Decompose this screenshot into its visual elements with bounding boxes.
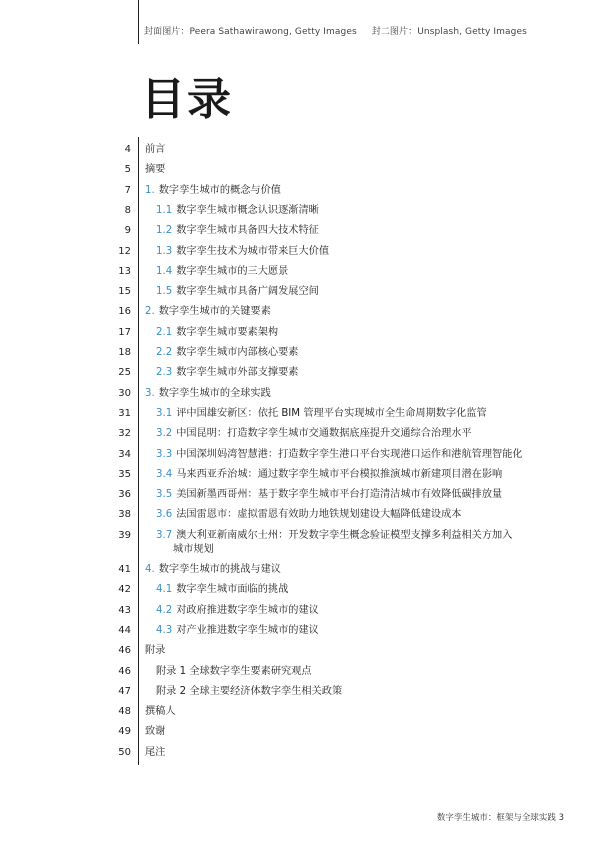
toc-entry-title [156, 427, 472, 441]
toc-entry-title [145, 563, 281, 577]
toc-entry[interactable] [0, 508, 600, 528]
toc-entry-text: 马来西亚乔治城：通过数字孪生城市平台模拟推演城市新建项目潜在影响 [176, 468, 503, 480]
toc-entry-text: 评中国雄安新区：依托 BIM 管理平台实现城市全生命周期数字化监管 [176, 407, 487, 419]
toc-entry[interactable] [0, 245, 600, 265]
toc-entry[interactable] [0, 624, 600, 644]
toc-entry-text: 附录 2 全球主要经济体数字孪生相关政策 [156, 685, 343, 697]
toc-section-index: 2. [145, 306, 155, 318]
toc-page-number: 12 [118, 245, 131, 257]
toc-section-index: 4.2 [156, 604, 173, 616]
toc-entry[interactable] [0, 705, 600, 725]
toc-entry-title [145, 644, 165, 658]
toc-entry[interactable] [0, 163, 600, 183]
toc-page-number: 4 [124, 144, 131, 155]
toc-entry-title [145, 163, 165, 177]
toc-entry[interactable] [0, 407, 600, 427]
toc-entry-text: 数字孪生城市概念认识逐渐清晰 [176, 204, 319, 216]
image-credits [144, 24, 527, 37]
toc-entry-text: 数字孪生城市的概念与价值 [158, 184, 281, 196]
toc-entry[interactable] [0, 725, 600, 745]
toc-entry-text: 数字孪生城市的全球实践 [158, 387, 271, 399]
toc-section-index: 3.3 [156, 448, 173, 460]
toc-entry[interactable] [0, 529, 600, 561]
page-footer: 数字孪生城市：框架与全球实践 3 [436, 813, 564, 823]
toc-page-number: 8 [124, 204, 131, 216]
toc-entry-text: 附录 1 全球数字孪生要素研究观点 [156, 665, 312, 677]
toc-entry-text: 数字孪生城市的三大愿景 [176, 265, 289, 277]
toc-entry-text: 撰稿人 [145, 706, 176, 718]
toc-section-index: 2.3 [156, 367, 173, 379]
toc-page-number: 5 [124, 164, 131, 176]
cover-credit: 封面图片：Peera Sathawirawong, Getty Images [144, 27, 357, 37]
toc-entry-text: 数字孪生城市的关键要素 [158, 306, 271, 318]
toc-section-index: 3.7 [156, 529, 173, 541]
toc-entry-title [156, 508, 461, 522]
toc-entry-text: 数字孪生城市具备四大技术特征 [176, 225, 319, 237]
toc-entry-text: 法国雷恩市：虚拟雷恩有效助力地铁规划建设大幅降低建设成本 [176, 509, 462, 521]
toc-entry[interactable] [0, 346, 600, 366]
toc-section-index: 3.1 [156, 407, 173, 419]
toc-entry-title [156, 204, 319, 218]
toc-section-index: 3.6 [156, 509, 173, 521]
toc-entry-text: 数字孪生城市面临的挑战 [176, 584, 289, 596]
toc-entry[interactable] [0, 583, 600, 603]
toc-entry[interactable] [0, 427, 600, 447]
toc-entry[interactable] [0, 224, 600, 244]
toc-section-index: 3.2 [156, 428, 173, 440]
toc-entry-text: 数字孪生城市要素架构 [176, 326, 279, 338]
toc-page-number: 48 [118, 706, 131, 718]
toc-section-index: 1.2 [156, 225, 173, 237]
toc-entry[interactable] [0, 488, 600, 508]
toc-entry-text: 附录 [145, 645, 166, 657]
toc-entry[interactable] [0, 644, 600, 664]
toc-entry-text: 摘要 [145, 164, 166, 176]
toc-entry-title [156, 583, 288, 597]
toc-entry[interactable] [0, 604, 600, 624]
toc-section-index: 3. [145, 387, 155, 399]
toc-entry[interactable] [0, 563, 600, 583]
toc-entry-title [156, 685, 342, 699]
toc-entry-title [156, 407, 487, 421]
toc-entry-text: 尾注 [145, 746, 166, 758]
toc-section-index: 1. [145, 184, 155, 196]
toc-entry[interactable] [0, 143, 600, 163]
toc-entry-text: 澳大利亚新南威尔士州：开发数字孪生概念验证模型支撑多利益相关方加入 [176, 529, 513, 541]
header-rule [138, 0, 139, 44]
toc-page-number: 7 [124, 184, 131, 196]
toc-section-index: 1.4 [156, 265, 173, 277]
toc-page-number: 34 [118, 448, 131, 460]
toc-entry[interactable] [0, 665, 600, 685]
toc-entry-title [145, 143, 165, 157]
toc-entry-text: 数字孪生技术为城市带来巨大价值 [176, 245, 330, 257]
toc-section-index: 2.2 [156, 347, 173, 358]
toc-entry[interactable] [0, 184, 600, 204]
toc-page-number: 32 [118, 428, 131, 440]
toc-entry-title [156, 624, 319, 638]
toc-page-number: 9 [124, 225, 131, 237]
toc-section-index: 2.1 [156, 326, 173, 338]
toc-page-number: 46 [118, 645, 131, 657]
toc-page-number: 36 [118, 489, 131, 501]
toc-section-index: 4.3 [156, 624, 173, 636]
toc-entry-title [156, 265, 288, 279]
toc-entry[interactable] [0, 746, 600, 766]
toc-entry-text: 对政府推进数字孪生城市的建议 [176, 604, 319, 616]
toc-entry[interactable] [0, 326, 600, 346]
toc-page-number: 41 [118, 564, 131, 575]
toc-entry-text: 对产业推进数字孪生城市的建议 [176, 624, 319, 636]
toc-page-number: 35 [118, 468, 131, 480]
toc-entry[interactable] [0, 387, 600, 407]
toc-entry[interactable] [0, 685, 600, 705]
toc-page-number: 49 [118, 726, 131, 738]
toc-entry-title [156, 529, 526, 557]
toc-entry-title [145, 305, 271, 319]
toc-entry[interactable] [0, 366, 600, 386]
toc-section-index: 3.5 [156, 489, 173, 501]
toc-page-number: 44 [118, 624, 131, 636]
toc-section-index: 3.4 [156, 468, 173, 480]
page-title: 目录 [141, 74, 233, 125]
toc-entry-title [156, 346, 298, 360]
toc-entry-title [145, 705, 176, 719]
inside-cover-credit: 封二图片：Unsplash, Getty Images [371, 27, 527, 37]
toc-page-number: 46 [118, 665, 131, 677]
toc-section-index: 1.1 [156, 204, 173, 216]
toc-entry-text: 美国新墨西哥州：基于数字孪生城市平台打造清洁城市有效降低碳排放量 [176, 489, 503, 501]
toc-page-number: 13 [118, 265, 131, 277]
toc-entry-text: 致谢 [145, 726, 166, 738]
toc-entry-text: 中国昆明：打造数字孪生城市交通数据底座提升交通综合治理水平 [176, 428, 472, 440]
toc-entry-text: 前言 [145, 144, 166, 155]
toc-page-number: 25 [118, 367, 131, 379]
toc-section-index: 1.5 [156, 286, 173, 298]
toc-entry-text: 中国深圳妈湾智慧港：打造数字孪生港口平台实现港口运作和港航管理智能化 [176, 448, 523, 460]
toc-entry[interactable] [0, 265, 600, 285]
toc-entry[interactable] [0, 305, 600, 325]
toc-entry-title [156, 245, 329, 259]
toc-page-number: 16 [118, 306, 131, 318]
toc-entry-title [145, 387, 271, 401]
toc-page-number: 18 [118, 347, 131, 358]
toc-entry-title [145, 725, 165, 739]
toc-entry[interactable] [0, 448, 600, 468]
toc-section-index: 1.3 [156, 245, 173, 257]
toc-page-number: 15 [118, 286, 131, 298]
toc-page-number: 43 [118, 604, 131, 616]
toc-entry-title [156, 224, 319, 238]
toc-entry[interactable] [0, 204, 600, 224]
toc-page-number: 39 [118, 529, 131, 541]
toc-entry-title [156, 285, 319, 299]
toc-entry-text: 数字孪生城市外部支撑要素 [176, 367, 299, 379]
toc-entry[interactable] [0, 285, 600, 305]
toc-entry-text: 数字孪生城市具备广阔发展空间 [176, 286, 319, 298]
toc-entry-title [156, 604, 319, 618]
toc-section-index: 4.1 [156, 584, 173, 596]
toc-page-number: 30 [118, 387, 131, 399]
toc-entry-continuation: 城市规划 [173, 543, 214, 555]
toc-page-number: 42 [118, 584, 131, 596]
toc-entry-title [156, 488, 502, 502]
toc-entry-text: 数字孪生城市的挑战与建议 [158, 564, 281, 575]
toc-page-number: 17 [118, 326, 131, 338]
toc-entry-title [156, 665, 312, 679]
toc-entry-title [145, 746, 165, 760]
toc-entry-text: 数字孪生城市内部核心要素 [176, 347, 299, 358]
toc-entry-title [145, 184, 281, 198]
toc-entry[interactable] [0, 468, 600, 488]
toc-entry-title [156, 366, 298, 380]
toc-entry-title [156, 468, 502, 482]
toc-page-number: 50 [118, 746, 131, 758]
toc-entry-title [156, 448, 523, 462]
toc-page-number: 31 [118, 407, 131, 419]
toc-page-number: 47 [118, 685, 131, 697]
toc-section-index: 4. [145, 564, 155, 575]
toc-page-number: 38 [118, 509, 131, 521]
toc-entry-title [156, 326, 278, 340]
